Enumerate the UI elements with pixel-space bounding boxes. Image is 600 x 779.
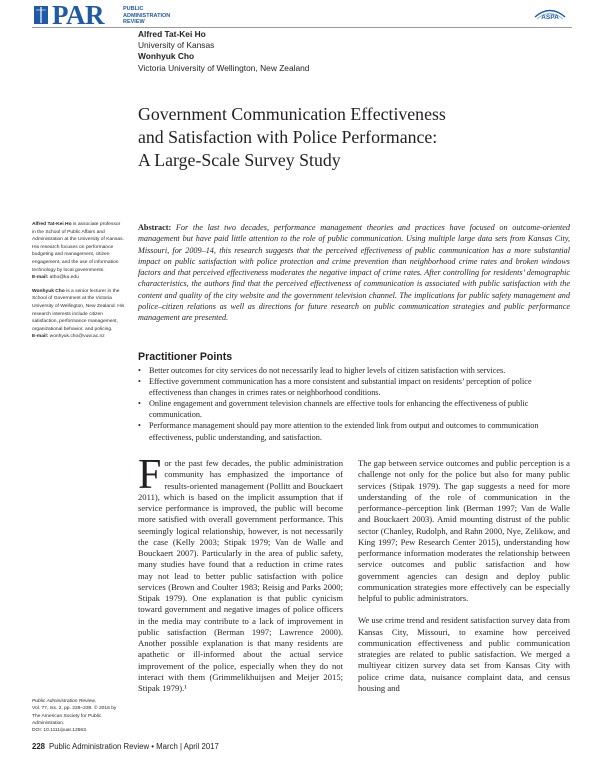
- logo-subtitle-line: ADMINISTRATION: [123, 12, 171, 19]
- drop-cap: F: [138, 452, 162, 498]
- pubinfo-line: Vol. 77, Iss. 2, pp. 228–239. © 2016 by: [32, 706, 117, 712]
- body-column-right: [358, 458, 570, 705]
- logo-subtitle-line: PUBLIC: [123, 6, 144, 12]
- bio-text: is a senior lecturer in the School of Government at the Victoria University of Wellington, New Zealand. His research interests include citizen satisfaction, performance management, organizational behavior, and policing.: [32, 288, 125, 332]
- abstract-label: Abstract:: [138, 223, 172, 232]
- page-footer: [32, 742, 219, 751]
- list-item: • Performance management should pay more attention to the extended link from output and outcomes to communication effectiveness, public understanding, and satisfaction.: [138, 420, 570, 442]
- title-line: and Satisfaction with Police Performance:: [138, 127, 438, 147]
- bio-email[interactable]: wonhyuk.cho@vuw.ac.nz: [48, 334, 105, 340]
- list-item: • Effective government communication has a more consistent and substantial impact on residents’ perception of police effectiveness than changes in crimes rates or neighborhood conditions.: [138, 376, 570, 398]
- par-logo: PAR: [52, 0, 104, 30]
- title-line: A Large-Scale Survey Study: [138, 150, 341, 170]
- author-block: [138, 29, 309, 74]
- par-logo-subtitle: [123, 6, 193, 26]
- aspa-logo-text: ASPA: [541, 14, 559, 21]
- abstract: [138, 222, 570, 323]
- aspa-logo: [533, 4, 567, 24]
- author-bios: [32, 221, 125, 347]
- list-item: • Better outcomes for city services do not necessarily lead to higher levels of citizen satisfaction with services.: [138, 365, 570, 376]
- page-number: 228: [32, 742, 46, 751]
- pubinfo-line: The American Society for Public Administration.: [32, 713, 102, 726]
- author-affiliation: Victoria University of Wellington, New Zealand: [138, 62, 310, 73]
- practitioner-points-list: [138, 365, 570, 443]
- par-book-icon: [33, 5, 49, 25]
- pubinfo-line: DOI: 10.1111/puar.12563.: [32, 728, 88, 734]
- footer-text: Public Administration Review • March | April 2017: [49, 742, 219, 751]
- bio-name: Alfred Tat-Kei Ho: [32, 222, 72, 227]
- header-rule: [32, 27, 572, 28]
- practitioner-points-heading: Practitioner Points: [138, 351, 233, 363]
- journal-name: Public Administration Review,: [32, 699, 96, 704]
- author-affiliation: University of Kansas: [138, 40, 215, 51]
- article-title: [138, 103, 568, 172]
- body-paragraph: We use crime trend and resident satisfaction survey data from Kansas City, Missouri, to examine how perceived communication effectiveness and public communication strategies are related to public satisfaction. We merged a multiyear citizen survey data set from Kansas City with police crime data, nuisance complaint data, and census housing and: [358, 615, 570, 693]
- author-bio: [32, 221, 125, 282]
- author-bio: [32, 288, 125, 341]
- author-name: Wonhyuk Cho: [138, 51, 195, 62]
- publication-info: [32, 698, 132, 734]
- abstract-text: For the last two decades, performance management theories and practices have focused on outcome-oriented management but have paid little attention to the role of public communication. Using multiple large data sets from Kansas City, Missouri, for 2009–14, this research suggests that the perceived effectiveness of public communication has a more substantial impact on public satisfaction with police protection and crime prevention than neighborhood crime rates and broken windows factors and that perceived effectiveness moderates the negative impact of crime rates. After controlling for residents’ demographic characteristics, the authors find that the perceived effectiveness of communication is associated with public satisfaction with the content and quality of the city website and the government television channel. The implications for public safety management and police–citizen relations as well as directions for future research on public communication strategies and public performance management are presented.: [138, 223, 570, 322]
- list-item: • Online engagement and government television channels are effective tools for enhancing the effectiveness of public communication.: [138, 398, 570, 420]
- logo-subtitle-line: REVIEW: [123, 19, 145, 25]
- author-name: Alfred Tat-Kei Ho: [138, 29, 206, 39]
- body-paragraph: The gap between service outcomes and public perception is a challenge not only for the police but also for many public services (Stipak 1979). The gap suggests a need for more understanding of the role of communication in the performance–perception link (Berman 1997; Van de Walle and Bouckaert 2003). Amid mounting distrust of the public sector (Chanley, Rudolph, and Rahn 2000, Nye, Zelikow, and King 1997; Pew Research Center 2015), understanding how performance information moderates the relationship between service outcomes and public satisfaction and how government agencies can design and deploy public communication strategies more effectively can be especially helpful to public administrators.: [358, 458, 570, 603]
- bio-email-label: E-mail:: [32, 275, 49, 281]
- bio-email[interactable]: atho@ku.edu: [48, 275, 79, 281]
- bio-email-label: E-mail:: [32, 334, 49, 340]
- body-paragraph: or the past few decades, the public administration community has emphasized the importance of results-oriented management (Pollitt and Bouckaert 2011), which is based on the implicit assumption that if service performance is improved, the public will become more satisfied with overall government performance. This seemingly logical relationship, however, is not necessarily the case (Kelly 2003; Stipak 1979; Van de Walle and Bouckaert 2007). Particularly in the area of public safety, many studies have found that a reduction in crime rates may not lead to better public satisfaction with police services (Brown and Coulter 1983; Reisig and Parks 2000; Stipak 1979). One explanation is that public cynicism toward government and negative images of police officers in the media may contribute to a lack of improvement in public satisfaction (Berman 1997; Lawrence 2000). Another possible explanation is that many residents are apathetic or ill-informed about the actual service improvement of the police, especially when they do not interact with them (Grimmelikhuijsen and Meijer 2015; Stipak 1979).¹: [138, 458, 343, 693]
- bio-text: is associate professor in the School of Public Affairs and Administration at the University of Kansas. His research focuses on performance budgeting and management, citizen engagement, and the use of information technology by local governments.: [32, 222, 124, 273]
- title-line: Government Communication Effectiveness: [138, 104, 446, 124]
- body-column-left: [138, 452, 343, 694]
- bio-name: Wonhyuk Cho: [32, 288, 65, 294]
